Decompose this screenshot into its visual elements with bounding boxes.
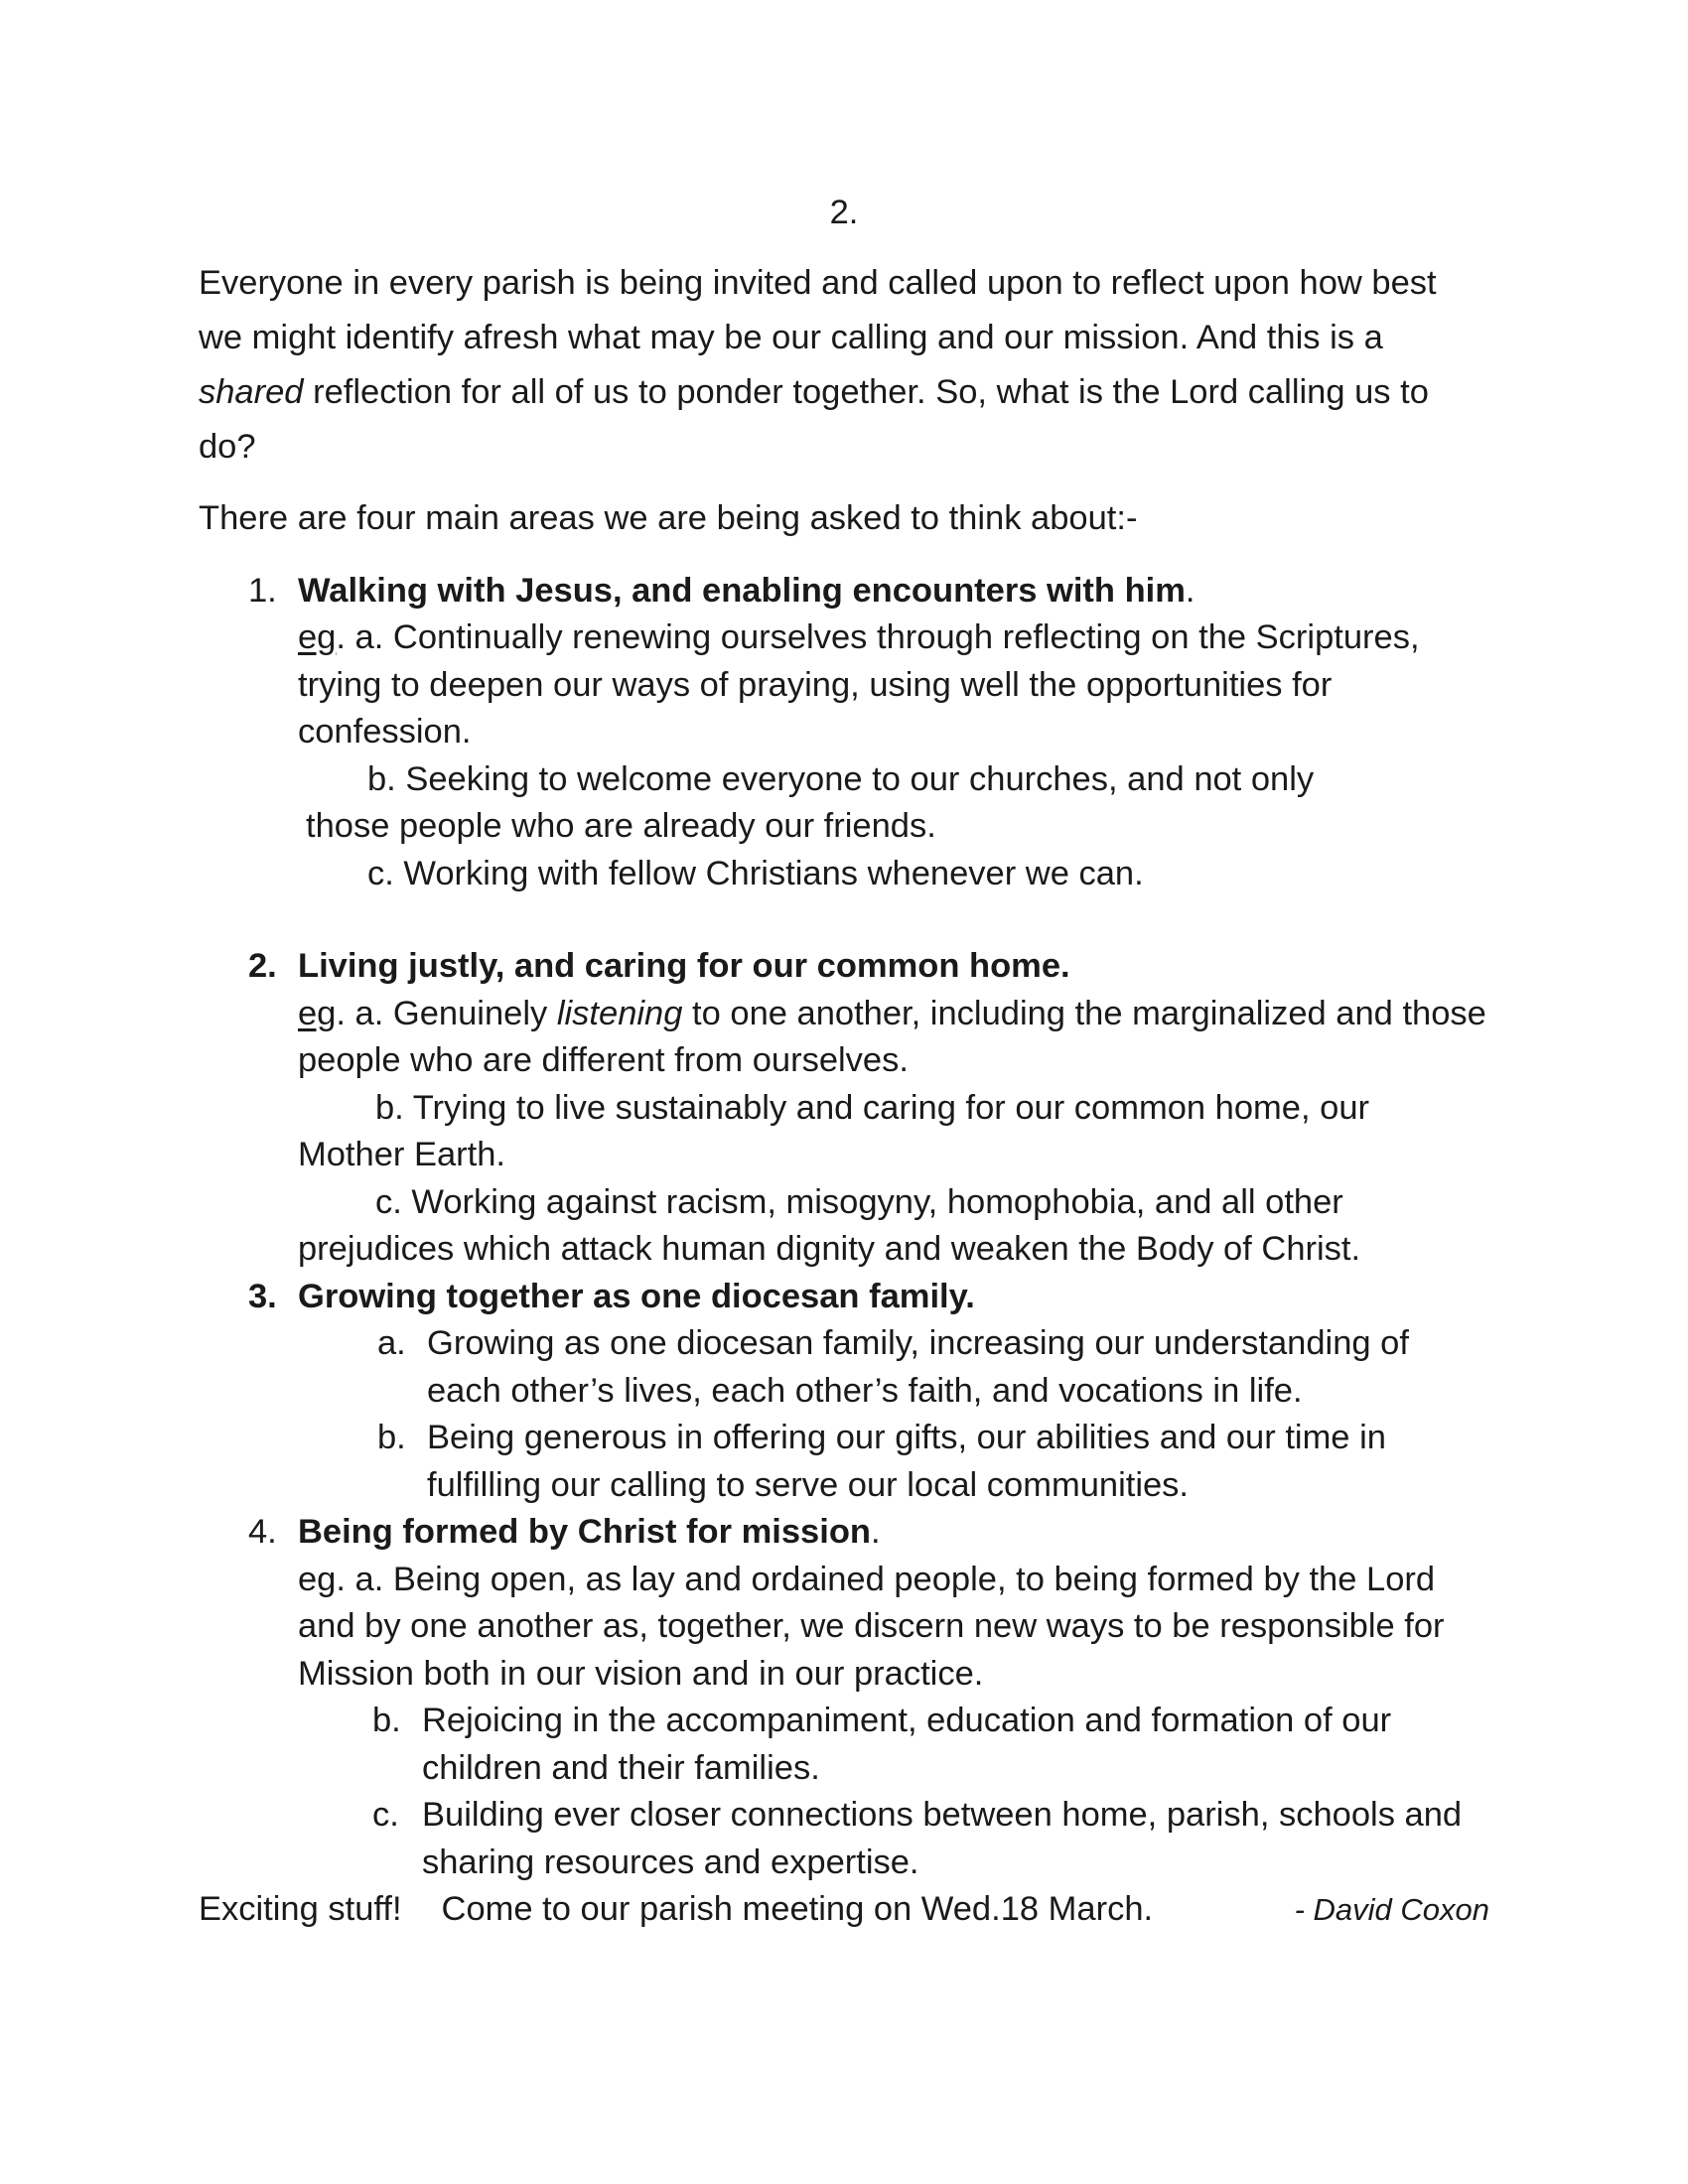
- area-2-item-c: c. Working against racism, misogyny, homophobia, and all other: [375, 1182, 1343, 1221]
- area-1-number: 1.: [248, 571, 277, 610]
- area-2-item-b-cont: Mother Earth.: [298, 1136, 506, 1174]
- area-2-a-emphasis: listening: [556, 994, 683, 1032]
- area-4-item-a: eg. a. Being open, as lay and ordained people, to being formed by the Lord and by one another as, together, we discern new ways to be responsible for Mission both in our vision and in our practice.: [298, 1560, 1445, 1693]
- intro-paragraph: [199, 256, 1489, 475]
- area-3-b-label: b.: [377, 1419, 406, 1457]
- area-4-b-label: b.: [372, 1702, 401, 1740]
- area-1: [199, 568, 1489, 944]
- area-4-item-b: [298, 1698, 1489, 1792]
- area-1-item-a: [298, 614, 1489, 756]
- area-3-number: 3.: [248, 1277, 277, 1315]
- area-4-c-text: Building ever closer connections between home, parish, schools and sharing resources and expertise.: [422, 1796, 1463, 1881]
- closing-invite: [199, 1886, 1153, 1934]
- area-1-heading: Walking with Jesus, and enabling encounters with him: [298, 571, 1186, 610]
- newsletter-page: [199, 189, 1489, 1934]
- area-3-b-text: Being generous in offering our gifts, our abilities and our time in fulfilling our calling to serve our local communities.: [427, 1419, 1386, 1504]
- area-4-number: 4.: [248, 1513, 277, 1552]
- area-4-c-label: c.: [372, 1796, 399, 1835]
- area-3-heading: Growing together as one diocesan family.: [298, 1277, 975, 1315]
- page-number: 2.: [829, 194, 859, 231]
- intro-part2: reflection for all of us to ponder together. So, what is the Lord calling us to do?: [199, 373, 1429, 467]
- closing-line: [199, 1886, 1489, 1934]
- area-2-number: 2.: [248, 947, 277, 986]
- area-3-item-b: [298, 1415, 1489, 1509]
- area-2-item-c-cont: prejudices which attack human dignity and weaken the Body of Christ.: [298, 1230, 1361, 1269]
- areas-list: [199, 568, 1489, 1887]
- area-4-heading-end: .: [870, 1513, 881, 1552]
- area-2: [199, 943, 1489, 1274]
- area-3-a-label: a.: [377, 1324, 406, 1363]
- area-1-item-c: c. Working with fellow Christians whenever we can.: [367, 854, 1144, 892]
- area-4-heading-line: [298, 1509, 1489, 1557]
- area-2-heading: Living justly, and caring for our common home.: [298, 947, 1070, 986]
- area-3: [199, 1274, 1489, 1510]
- signature: - David Coxon: [1294, 1892, 1489, 1928]
- area-4: [199, 1509, 1489, 1886]
- area-4-heading: Being formed by Christ for mission: [298, 1513, 871, 1552]
- closing-meeting: Come to our parish meeting on Wed.18 March.: [441, 1890, 1154, 1929]
- area-1-eg: eg: [298, 618, 337, 657]
- area-1-item-b-cont: those people who are already our friends.: [306, 807, 936, 846]
- area-2-eg: eg: [298, 994, 337, 1032]
- area-4-b-text: Rejoicing in the accompaniment, education and formation of our children and their families.: [422, 1702, 1392, 1787]
- area-3-a-text: Growing as one diocesan family, increasing our understanding of each other’s lives, each other’s faith, and vocations in life.: [427, 1324, 1409, 1410]
- area-2-a-pre: . a. Genuinely: [336, 994, 557, 1032]
- closing-exciting: Exciting stuff!: [199, 1890, 402, 1929]
- intro-part1: Everyone in every parish is being invited and called upon to reflect upon how best we might identify afresh what may be our calling and our mission. And this is a: [199, 264, 1437, 357]
- area-2-a-post: to one another, including the marginalized and those people who are different from ourselves.: [298, 994, 1486, 1080]
- area-4-item-c: [298, 1792, 1489, 1886]
- area-2-item-a: [298, 991, 1489, 1085]
- area-1-heading-line: [298, 568, 1489, 615]
- area-1-heading-end: .: [1185, 571, 1196, 610]
- area-1-item-b: b. Seeking to welcome everyone to our churches, and not only: [367, 759, 1315, 798]
- lead-sentence: There are four main areas we are being asked to think about:-: [199, 499, 1138, 538]
- area-2-item-b: b. Trying to live sustainably and caring for our common home, our: [375, 1088, 1369, 1127]
- area-3-item-a: [298, 1320, 1489, 1415]
- area-1-a-text: . a. Continually renewing ourselves through reflecting on the Scriptures, trying to deepen our ways of praying, using well the opportunities for confession.: [298, 618, 1420, 751]
- intro-emphasis: shared: [199, 373, 304, 412]
